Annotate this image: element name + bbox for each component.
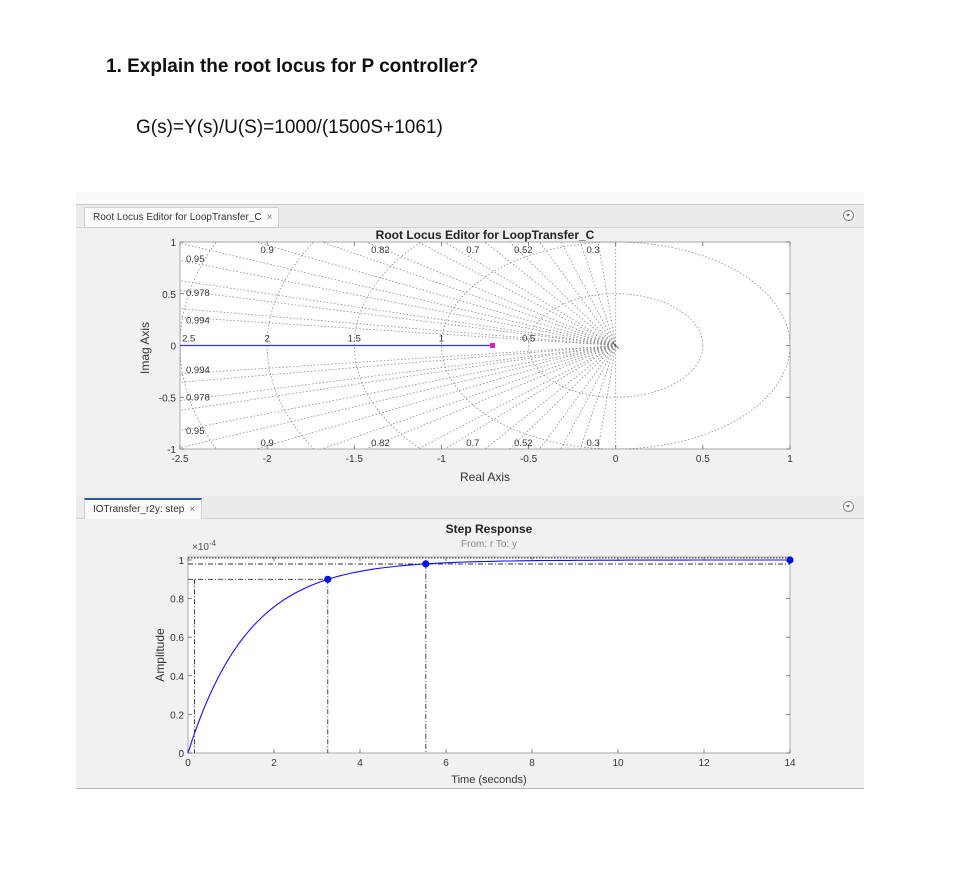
x-tick-label: 0.5 (695, 454, 710, 465)
panel-menu-icon[interactable] (843, 210, 854, 221)
question-title: 1. Explain the root locus for P controller? (106, 56, 479, 77)
y-tick-label: -0.5 (158, 393, 176, 405)
step-axes (188, 557, 790, 753)
y-tick-label: 1 (170, 238, 176, 249)
damping-label: 0.82 (371, 438, 390, 449)
toolstrip-edge (76, 192, 864, 205)
root-locus-tabbar (76, 205, 864, 228)
y-tick-label: 1 (178, 556, 184, 567)
damping-label: 0.82 (371, 245, 390, 256)
damping-label: 0.52 (514, 245, 533, 256)
x-tick-label: -2.5 (171, 454, 189, 465)
step-subtitle: From: r To: y (461, 539, 517, 550)
damping-label: 0.95 (186, 254, 205, 266)
x-tick-label: -2 (262, 454, 272, 465)
root-locus-title: Root Locus Editor for LoopTransfer_C (375, 228, 595, 242)
x-tick-label: 12 (698, 758, 710, 769)
panel-menu-icon[interactable] (843, 501, 854, 512)
closed-loop-pole (490, 343, 495, 348)
frequency-label: 2 (264, 333, 270, 345)
x-tick-label: -1.5 (345, 454, 363, 465)
frequency-label: 1.5 (347, 333, 361, 345)
y-tick-label: 0 (170, 341, 176, 353)
x-tick-label: 0 (185, 758, 191, 769)
x-tick-label: 10 (612, 758, 624, 769)
tab-step-response[interactable] (84, 498, 202, 519)
damping-label: 0.3 (586, 438, 600, 449)
transfer-function-equation: G(s)=Y(s)/U(S)=1000/(1500S+1061) (136, 117, 443, 138)
tab-label: Root Locus Editor for LoopTransfer_C (93, 212, 262, 223)
frequency-label: 0.5 (521, 333, 536, 345)
frequency-label: 1 (438, 333, 445, 345)
damping-label: 0.994 (186, 315, 210, 327)
exponent-base: ×10 (192, 542, 209, 553)
x-tick-label: -0.5 (519, 454, 538, 465)
x-tick-label: 4 (357, 758, 363, 769)
damping-label: 0.52 (514, 438, 533, 449)
step-tabbar (76, 496, 864, 519)
damping-label: 0.3 (586, 245, 600, 256)
characteristic-marker (786, 556, 793, 563)
y-tick-label: 0.5 (162, 289, 176, 301)
y-tick-label: 0.4 (170, 671, 184, 683)
y-tick-label: 0.6 (170, 633, 184, 645)
y-tick-label: -1 (167, 445, 176, 456)
step-response-plot-area (76, 519, 864, 787)
damping-label: 0.7 (466, 438, 480, 449)
damping-label: 0.95 (186, 425, 205, 437)
x-tick-label: 14 (784, 758, 796, 769)
root-locus-xlabel: Real Axis (459, 470, 511, 484)
y-tick-label: 0.2 (170, 710, 184, 722)
y-tick-label: 0 (178, 749, 184, 760)
characteristic-marker (422, 560, 429, 567)
matlab-control-designer-screenshot (76, 192, 864, 789)
damping-label: 0.978 (186, 392, 210, 404)
x-tick-label: 2 (271, 758, 277, 769)
damping-label: 0.994 (186, 364, 210, 376)
exponent-power: -4 (208, 539, 217, 548)
x-tick-label: 8 (529, 758, 535, 769)
frequency-label: 2.5 (182, 333, 196, 345)
step-ylabel: Amplitude (153, 628, 167, 682)
root-locus-plot-area (76, 228, 864, 498)
x-tick-label: 1 (787, 454, 793, 465)
x-tick-label: -1 (436, 454, 446, 465)
characteristic-marker (324, 576, 331, 583)
y-tick-label: 0.8 (170, 594, 184, 606)
close-icon[interactable]: × (266, 212, 273, 223)
tab-root-locus-editor[interactable] (84, 207, 279, 227)
step-title: Step Response (445, 522, 533, 536)
close-icon[interactable]: × (189, 504, 196, 515)
damping-label: 0.7 (466, 245, 480, 256)
damping-label: 0.9 (260, 438, 274, 449)
step-xlabel: Time (seconds) (451, 774, 527, 786)
tab-label: IOTransfer_r2y: step (93, 504, 185, 515)
root-locus-ylabel: Imag Axis (138, 321, 152, 375)
damping-label: 0.9 (260, 245, 274, 256)
x-tick-label: 0 (612, 454, 619, 465)
damping-label: 0.978 (186, 288, 210, 300)
x-tick-label: 6 (443, 758, 449, 769)
